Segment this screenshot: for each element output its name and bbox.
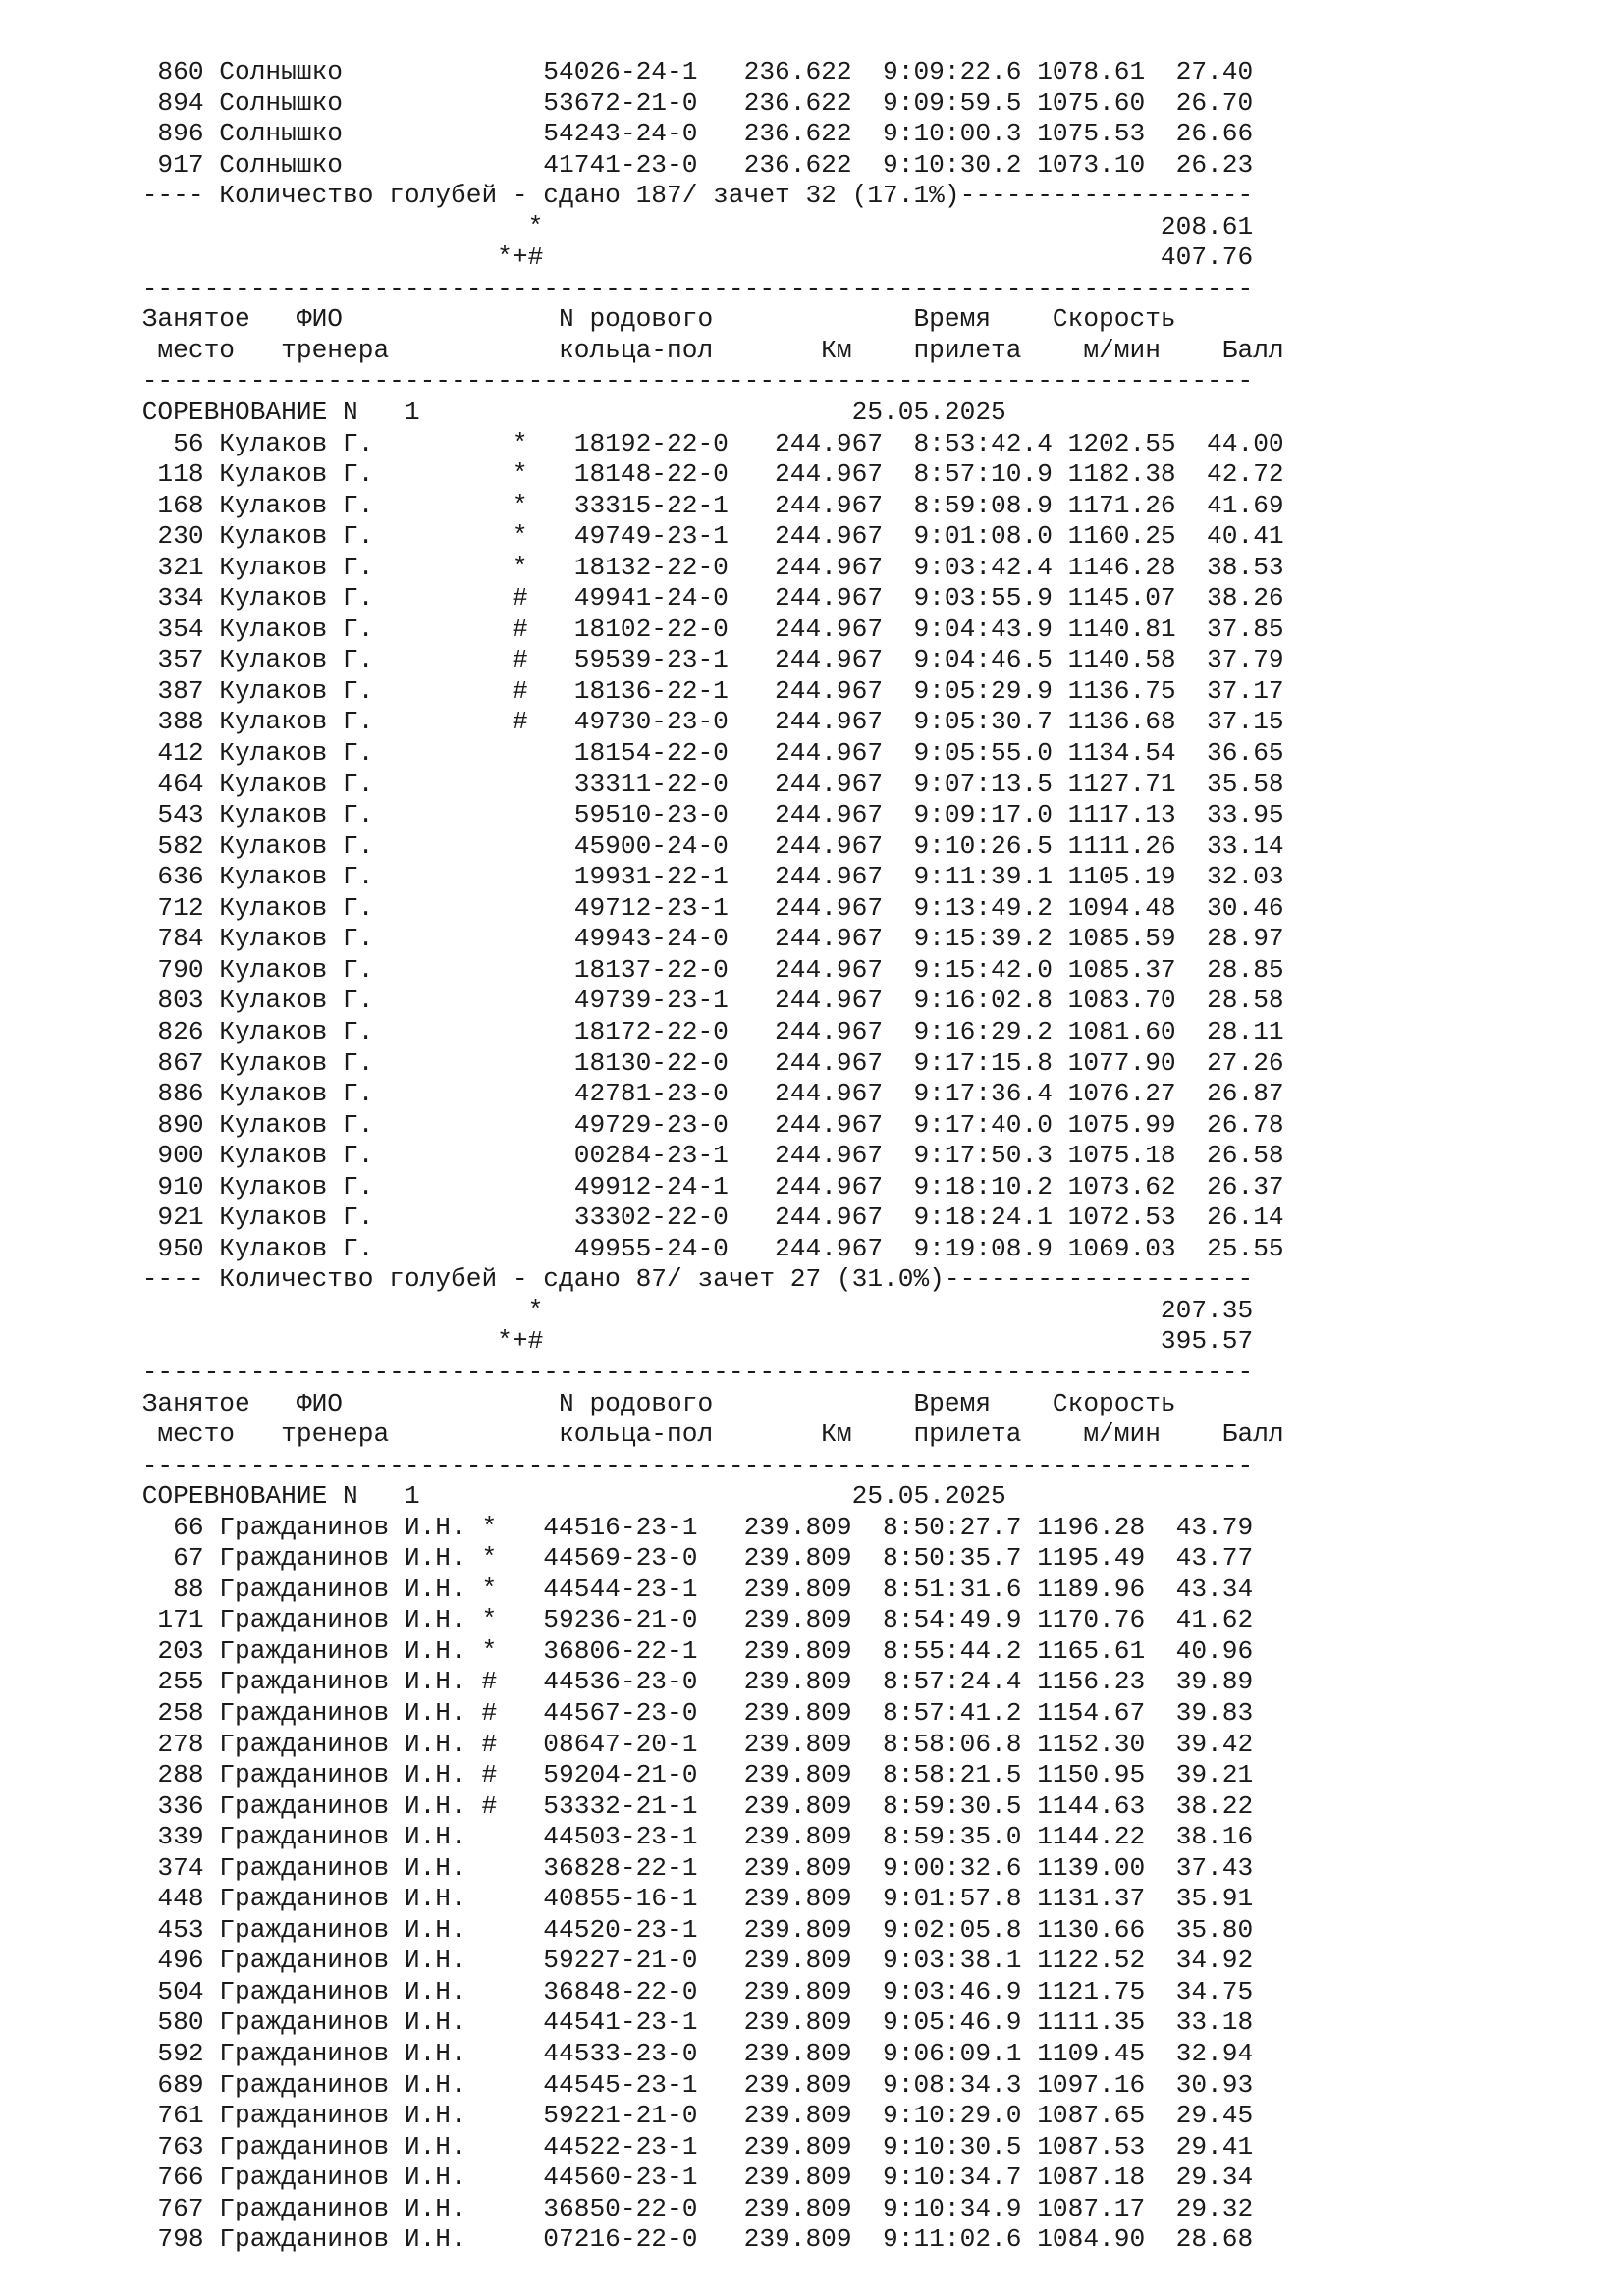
result-row: 766 Гражданинов И.Н. 44560-23-1 239.809 9:10:34.7 1087.18 29.34: [127, 2163, 1254, 2193]
result-row: 258 Гражданинов И.Н. # 44567-23-0 239.809 8:57:41.2 1154.67 39.83: [127, 1697, 1254, 1728]
result-row: 448 Гражданинов И.Н. 40855-16-1 239.809 9:01:57.8 1131.37 35.91: [127, 1884, 1254, 1914]
result-row: 580 Гражданинов И.Н. 44541-23-1 239.809 9:05:46.9 1111.35 33.18: [127, 2007, 1254, 2038]
result-row: 278 Гражданинов И.Н. # 08647-20-1 239.809 8:58:06.8 1152.30 39.42: [127, 1729, 1254, 1759]
result-row: 826 Кулаков Г. 18172-22-0 244.967 9:16:29.2 1081.60 28.11: [127, 1016, 1284, 1046]
result-row: 374 Гражданинов И.Н. 36828-22-1 239.809 9:00:32.6 1139.00 37.43: [127, 1852, 1254, 1883]
result-row: 767 Гражданинов И.Н. 36850-22-0 239.809 9:10:34.9 1087.17 29.32: [127, 2193, 1254, 2223]
section-summary: ---- Количество голубей - сдано 87/ зачет 27 (31.0%)--------------------: [127, 1264, 1254, 1295]
result-row: 336 Гражданинов И.Н. # 53332-21-1 239.809 8:59:30.5 1144.63 38.22: [127, 1790, 1254, 1821]
result-row: 504 Гражданинов И.Н. 36848-22-0 239.809 9:03:46.9 1121.75 34.75: [127, 1976, 1254, 2006]
result-row: 171 Гражданинов И.Н. * 59236-21-0 239.809 8:54:49.9 1170.76 41.62: [127, 1605, 1254, 1635]
result-row: 917 Солнышко 41741-23-0 236.622 9:10:30.2 1073.10 26.23: [127, 149, 1254, 180]
result-row: 88 Гражданинов И.Н. * 44544-23-1 239.809 8:51:31.6 1189.96 43.34: [127, 1574, 1254, 1604]
result-row: 860 Солнышко 54026-24-1 236.622 9:09:22.6 1078.61 27.40: [127, 57, 1254, 86]
result-row: 890 Кулаков Г. 49729-23-0 244.967 9:17:40.0 1075.99 26.78: [127, 1109, 1284, 1140]
result-row: 582 Кулаков Г. 45900-24-0 244.967 9:10:26.5 1111.26 33.14: [127, 830, 1284, 861]
result-row: 388 Кулаков Г. # 49730-23-0 244.967 9:05:30.7 1136.68 37.15: [127, 707, 1284, 737]
results-report: [127, 57, 1284, 2256]
result-row: 886 Кулаков Г. 42781-23-0 244.967 9:17:36.4 1076.27 26.87: [127, 1079, 1284, 1109]
result-row: 921 Кулаков Г. 33302-22-0 244.967 9:18:24.1 1072.53 26.14: [127, 1202, 1284, 1233]
result-row: 900 Кулаков Г. 00284-23-1 244.967 9:17:50.3 1075.18 26.58: [127, 1141, 1284, 1171]
column-header: место тренера кольца-пол Км прилета м/мин Балл: [127, 335, 1284, 365]
section-summary: ---- Количество голубей - сдано 187/ зачет 32 (17.1%)-------------------: [127, 181, 1254, 211]
result-row: 66 Гражданинов И.Н. * 44516-23-1 239.809 8:50:27.7 1196.28 43.79: [127, 1512, 1254, 1542]
result-row: 543 Кулаков Г. 59510-23-0 244.967 9:09:17.0 1117.13 33.95: [127, 800, 1284, 830]
separator-line: ------------------------------------------------------------------------: [127, 1357, 1254, 1387]
result-row: 636 Кулаков Г. 19931-22-1 244.967 9:11:39.1 1105.19 32.03: [127, 862, 1284, 892]
result-row: 763 Гражданинов И.Н. 44522-23-1 239.809 9:10:30.5 1087.53 29.41: [127, 2131, 1254, 2162]
column-header: Занятое ФИО N родового Время Скорость: [127, 304, 1176, 335]
result-row: 357 Кулаков Г. # 59539-23-1 244.967 9:04:46.5 1140.58 37.79: [127, 645, 1284, 675]
result-row: 712 Кулаков Г. 49712-23-1 244.967 9:13:49.2 1094.48 30.46: [127, 892, 1284, 923]
separator-line: ------------------------------------------------------------------------: [127, 1450, 1254, 1480]
result-row: 592 Гражданинов И.Н. 44533-23-0 239.809 9:06:09.1 1109.45 32.94: [127, 2039, 1254, 2068]
result-row: 790 Кулаков Г. 18137-22-0 244.967 9:15:42.0 1085.37 28.85: [127, 954, 1284, 985]
points-total: * 207.35: [127, 1295, 1254, 1325]
result-row: 288 Гражданинов И.Н. # 59204-21-0 239.809 8:58:21.5 1150.95 39.21: [127, 1760, 1254, 1790]
result-row: 896 Солнышко 54243-24-0 236.622 9:10:00.3 1075.53 26.66: [127, 119, 1254, 149]
result-row: 339 Гражданинов И.Н. 44503-23-1 239.809 8:59:35.0 1144.22 38.16: [127, 1822, 1254, 1852]
points-total: * 208.61: [127, 211, 1254, 241]
points-total: *+# 395.57: [127, 1326, 1254, 1357]
result-row: 168 Кулаков Г. * 33315-22-1 244.967 8:59:08.9 1171.26 41.69: [127, 490, 1284, 520]
points-total: *+# 407.76: [127, 242, 1254, 273]
result-row: 950 Кулаков Г. 49955-24-0 244.967 9:19:08.9 1069.03 25.55: [127, 1233, 1284, 1263]
result-row: 689 Гражданинов И.Н. 44545-23-1 239.809 9:08:34.3 1097.16 30.93: [127, 2069, 1254, 2100]
competition-header: СОРЕВНОВАНИЕ N 1 25.05.2025: [127, 398, 1006, 428]
result-row: 412 Кулаков Г. 18154-22-0 244.967 9:05:55.0 1134.54 36.65: [127, 738, 1284, 769]
result-row: 203 Гражданинов И.Н. * 36806-22-1 239.809 8:55:44.2 1165.61 40.96: [127, 1635, 1254, 1666]
separator-line: ------------------------------------------------------------------------: [127, 366, 1254, 397]
result-row: 255 Гражданинов И.Н. # 44536-23-0 239.809 8:57:24.4 1156.23 39.89: [127, 1667, 1254, 1697]
competition-header: СОРЕВНОВАНИЕ N 1 25.05.2025: [127, 1481, 1006, 1512]
result-row: 496 Гражданинов И.Н. 59227-21-0 239.809 9:03:38.1 1122.52 34.92: [127, 1946, 1254, 1976]
column-header: Занятое ФИО N родового Время Скорость: [127, 1388, 1176, 1418]
result-row: 464 Кулаков Г. 33311-22-0 244.967 9:07:13.5 1127.71 35.58: [127, 769, 1284, 799]
result-row: 67 Гражданинов И.Н. * 44569-23-0 239.809 8:50:35.7 1195.49 43.77: [127, 1543, 1254, 1574]
result-row: 784 Кулаков Г. 49943-24-0 244.967 9:15:39.2 1085.59 28.97: [127, 924, 1284, 954]
result-row: 321 Кулаков Г. * 18132-22-0 244.967 9:03:42.4 1146.28 38.53: [127, 552, 1284, 582]
column-header: место тренера кольца-пол Км прилета м/мин Балл: [127, 1419, 1284, 1450]
result-row: 894 Солнышко 53672-21-0 236.622 9:09:59.5 1075.60 26.70: [127, 87, 1254, 118]
result-row: 354 Кулаков Г. # 18102-22-0 244.967 9:04:43.9 1140.81 37.85: [127, 614, 1284, 644]
result-row: 761 Гражданинов И.Н. 59221-21-0 239.809 9:10:29.0 1087.65 29.45: [127, 2101, 1254, 2131]
result-row: 230 Кулаков Г. * 49749-23-1 244.967 9:01:08.0 1160.25 40.41: [127, 521, 1284, 552]
result-row: 803 Кулаков Г. 49739-23-1 244.967 9:16:02.8 1083.70 28.58: [127, 986, 1284, 1016]
result-row: 453 Гражданинов И.Н. 44520-23-1 239.809 9:02:05.8 1130.66 35.80: [127, 1914, 1254, 1945]
result-row: 867 Кулаков Г. 18130-22-0 244.967 9:17:15.8 1077.90 27.26: [127, 1047, 1284, 1078]
result-row: 56 Кулаков Г. * 18192-22-0 244.967 8:53:42.4 1202.55 44.00: [127, 428, 1284, 458]
result-row: 334 Кулаков Г. # 49941-24-0 244.967 9:03:55.9 1145.07 38.26: [127, 583, 1284, 614]
result-row: 798 Гражданинов И.Н. 07216-22-0 239.809 9:11:02.6 1084.90 28.68: [127, 2224, 1254, 2255]
result-row: 910 Кулаков Г. 49912-24-1 244.967 9:18:10.2 1073.62 26.37: [127, 1171, 1284, 1201]
result-row: 387 Кулаков Г. # 18136-22-1 244.967 9:05:29.9 1136.75 37.17: [127, 675, 1284, 706]
separator-line: ------------------------------------------------------------------------: [127, 273, 1254, 303]
result-row: 118 Кулаков Г. * 18148-22-0 244.967 8:57:10.9 1182.38 42.72: [127, 459, 1284, 490]
